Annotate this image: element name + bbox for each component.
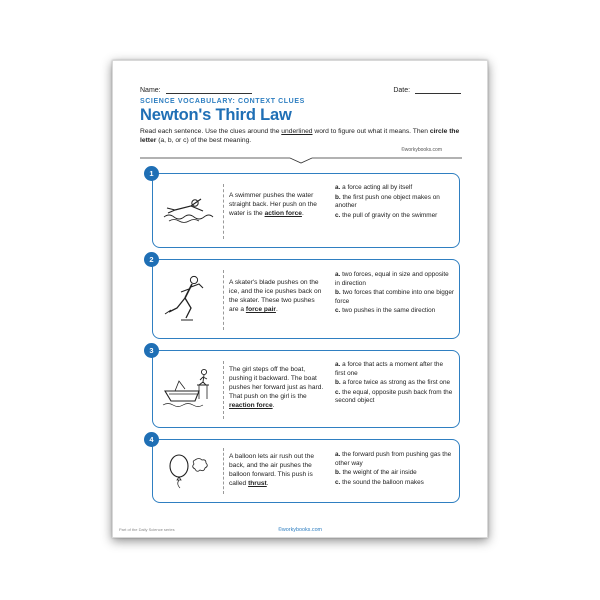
option-letter: a. <box>335 361 341 368</box>
answer-options <box>335 184 455 221</box>
sentence-end: . <box>272 402 275 409</box>
card-separator <box>223 184 224 239</box>
option-c[interactable] <box>335 479 455 488</box>
instructions-text-3: (a, b, or c) of the best meaning. <box>156 137 252 144</box>
credit-top: ©workybooks.com <box>401 147 442 153</box>
option-text: a force that acts a moment after the first one <box>335 361 444 377</box>
instructions-bold: circle the letter <box>140 128 460 144</box>
card-separator <box>223 270 224 330</box>
question-number-badge: 1 <box>144 166 159 181</box>
answer-options <box>335 271 455 317</box>
option-text: the weight of the air inside <box>342 469 417 477</box>
footer-series: Part of the Daily Science series <box>119 527 175 532</box>
vocab-term: action force <box>264 210 302 217</box>
option-a[interactable] <box>335 184 455 193</box>
name-field <box>140 86 252 94</box>
question-card-1 <box>149 169 460 248</box>
answer-options <box>335 451 455 488</box>
name-line <box>166 86 252 94</box>
option-text: two forces, equal in size and opposite in direction <box>335 271 449 287</box>
instructions <box>140 127 462 145</box>
boat-icon <box>161 363 216 413</box>
option-letter: c. <box>335 478 341 486</box>
option-letter: c. <box>335 307 341 315</box>
option-letter: b. <box>335 469 341 477</box>
vocab-term: reaction force <box>229 402 273 409</box>
instructions-text-1: Read each sentence. Use the clues around the <box>140 128 282 135</box>
option-b[interactable] <box>335 469 455 478</box>
date-line <box>415 86 461 94</box>
question-card-3 <box>149 346 460 428</box>
question-sentence <box>229 191 325 218</box>
question-card-4 <box>149 435 460 503</box>
card-separator <box>223 361 224 419</box>
option-b[interactable] <box>335 379 455 388</box>
answer-options <box>335 361 455 407</box>
sentence-text: A skater's blade pushes on the ice, and the ice pushes back on the skater. These two pushes are a <box>229 279 322 313</box>
option-a[interactable] <box>335 451 455 468</box>
option-c[interactable] <box>335 389 455 406</box>
worksheet-kicker: SCIENCE VOCABULARY: CONTEXT CLUES <box>140 98 305 105</box>
worksheet-page <box>112 60 488 538</box>
question-sentence <box>229 365 325 410</box>
option-c[interactable] <box>335 307 455 316</box>
sentence-end: . <box>266 480 269 487</box>
worksheet-title: Newton's Third Law <box>140 106 292 124</box>
option-letter: a. <box>335 271 341 278</box>
skater-icon <box>161 270 216 330</box>
question-number-badge: 4 <box>144 432 159 447</box>
option-text: a force acting all by itself <box>342 184 413 191</box>
option-text: the sound the balloon makes <box>342 478 424 486</box>
option-b[interactable] <box>335 194 455 211</box>
question-sentence <box>229 278 325 314</box>
name-label: Name: <box>140 87 161 94</box>
option-text: the first push one object makes on another <box>335 193 440 210</box>
sentence-text: A balloon lets air rush out the back, and the air pushes the balloon forward. This push is called <box>229 453 315 487</box>
card-separator <box>223 448 224 494</box>
option-text: two pushes in the same direction <box>342 307 436 315</box>
option-text: the pull of gravity on the swimmer <box>342 211 438 219</box>
option-a[interactable] <box>335 271 455 288</box>
option-a[interactable] <box>335 361 455 378</box>
option-c[interactable] <box>335 212 455 221</box>
instructions-underlined: underlined <box>281 128 313 135</box>
sentence-text: A swimmer pushes the water straight back. Her push on the water is the <box>229 192 317 217</box>
balloon-icon <box>161 448 216 492</box>
question-number-badge: 2 <box>144 252 159 267</box>
sentence-end: . <box>301 210 304 217</box>
instructions-text-2: word to figure out what it means. Then <box>312 128 430 135</box>
option-text: the forward push from pushing gas the other way <box>335 451 452 467</box>
date-field <box>393 86 461 94</box>
section-divider <box>140 154 462 164</box>
vocab-term: thrust <box>248 480 267 487</box>
option-b[interactable] <box>335 289 455 306</box>
date-label: Date: <box>393 87 411 94</box>
question-card-2 <box>149 255 460 339</box>
option-text: two forces that combine into one bigger force <box>335 289 455 305</box>
swimmer-icon <box>161 188 216 228</box>
option-text: the equal, opposite push back from the second object <box>335 388 453 405</box>
option-letter: b. <box>335 379 341 387</box>
option-letter: c. <box>335 388 341 396</box>
vocab-term: force pair <box>245 306 276 313</box>
option-letter: b. <box>335 289 341 297</box>
sentence-text: The girl steps off the boat, pushing it backward. The boat pushes her forward just as hard. That push on the girl is the <box>229 366 324 400</box>
option-text: a force twice as strong as the first one <box>342 379 451 387</box>
question-sentence <box>229 452 325 488</box>
option-letter: a. <box>335 184 341 191</box>
option-letter: b. <box>335 193 341 201</box>
option-letter: a. <box>335 451 341 458</box>
footer-credit[interactable]: ©workybooks.com <box>277 527 323 533</box>
option-letter: c. <box>335 211 341 219</box>
sentence-end: . <box>275 306 278 313</box>
question-number-badge: 3 <box>144 343 159 358</box>
